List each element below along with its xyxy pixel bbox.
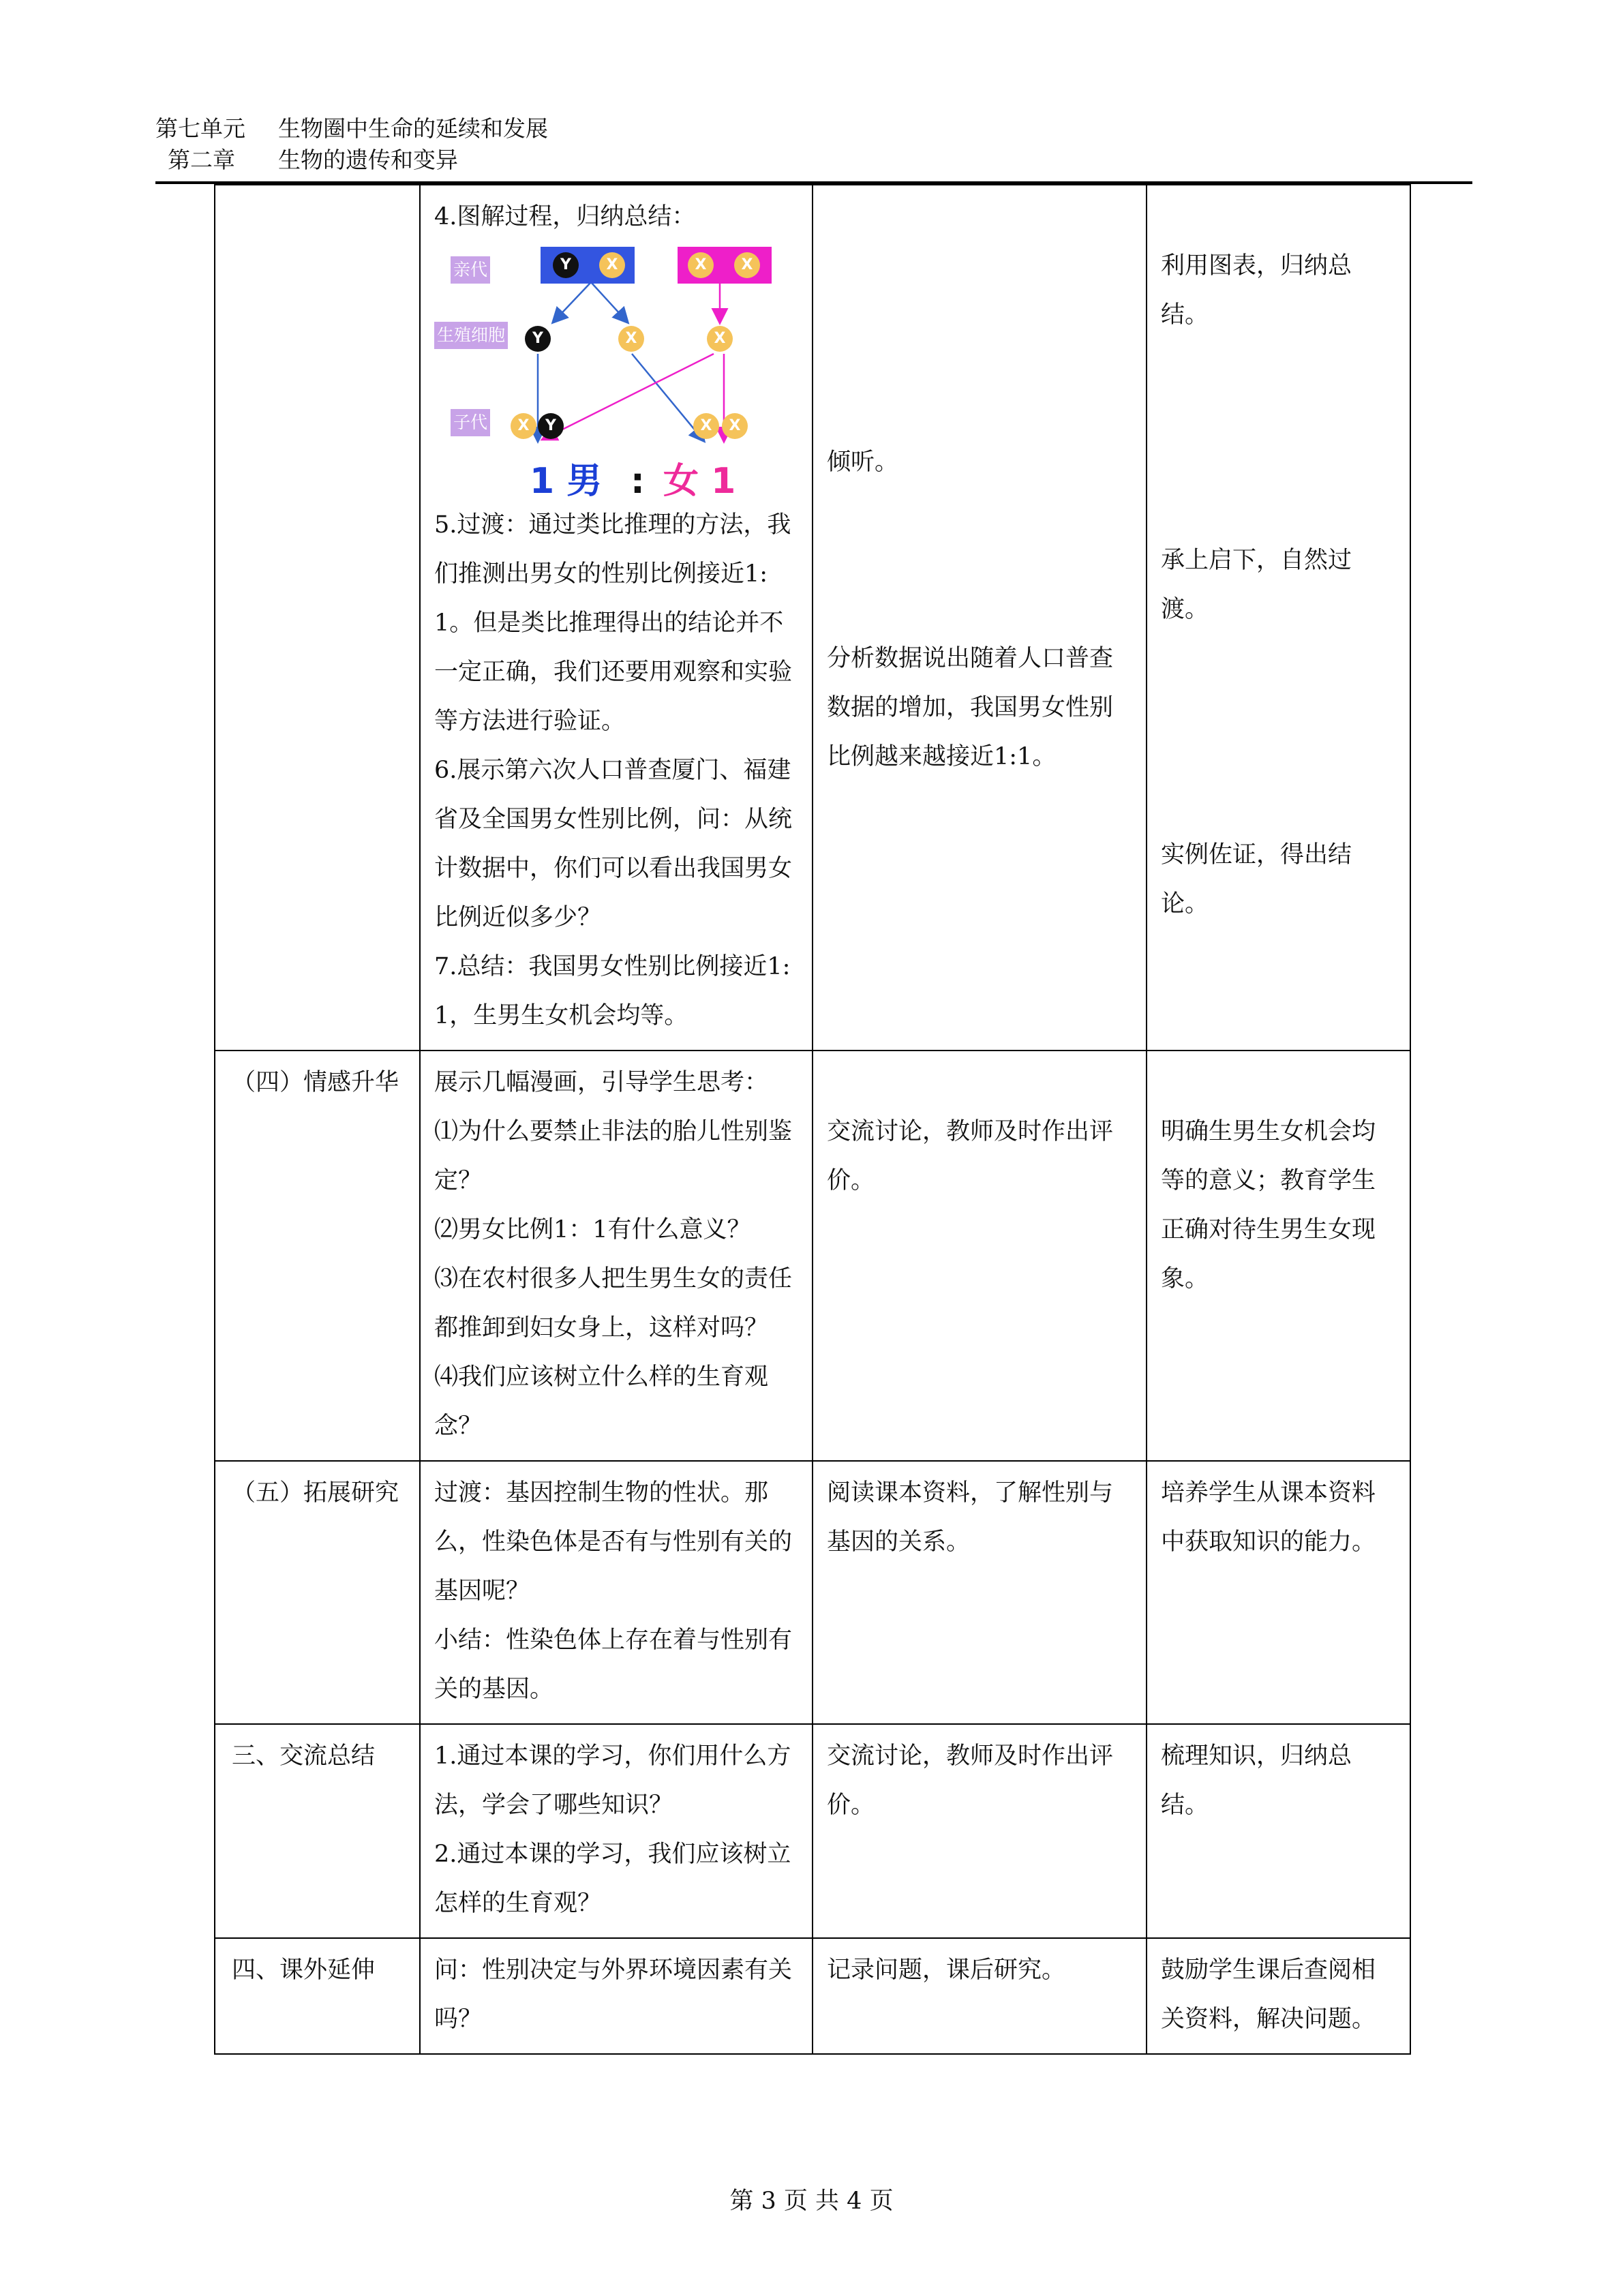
teacher-text: 小结：性染色体上存在着与性别有关的基因。 [434,1627,793,1703]
intent-cell [1147,1938,1410,2054]
arrow-father-y [553,282,591,322]
stage-cell [215,185,420,1051]
student-text: 阅读课本资料，了解性别与基因的关系。 [827,1479,1114,1556]
student-text: 倾听。 [827,449,899,476]
student-text: 记录问题，课后研究。 [827,1957,1066,1984]
student-text: 交流讨论，教师及时作出评价。 [827,1742,1114,1819]
intent-cell [1147,185,1410,1051]
daughter-x-chromosome-1: X [693,413,719,439]
intent-text: 梳理知识，归纳总结。 [1161,1742,1352,1819]
student-cell [813,1461,1147,1724]
son-y-chromosome: Y [538,413,564,439]
stage-cell: 四、课外延伸 [215,1938,420,2054]
sex-determination-diagram [434,241,755,500]
lesson-plan-table [214,184,1411,2055]
ratio-separator: : [631,461,645,502]
son-x-chromosome: X [511,413,536,439]
teacher-cell [420,1724,813,1938]
page-number: 第 3 页 共 4 页 [729,2188,894,2215]
student-cell [813,1724,1147,1938]
student-cell [813,1938,1147,2054]
egg-x-chromosome: X [707,326,733,352]
mother-x-chromosome-1: X [688,252,714,278]
ratio-female: 女 1 [663,461,736,502]
arrow-father-x [591,282,627,322]
student-text: 交流讨论，教师及时作出评价。 [827,1118,1114,1194]
student-text: 分析数据说出随着人口普查数据的增加，我国男女性别比例越来越接近1:1。 [827,645,1114,770]
table-row [215,1724,1410,1938]
mother-x-chromosome-2: X [734,252,760,278]
table-row [215,185,1410,1051]
father-x-chromosome: X [599,252,625,278]
teacher-text: 问：性别决定与外界环境因素有关吗？ [434,1957,793,2033]
parents-label: 亲代 [451,256,490,284]
ratio-male: 1 男 [530,461,603,502]
intent-text: 承上启下，自然过渡。 [1161,547,1352,623]
daughter-x-chromosome-2: X [722,413,748,439]
teacher-text: 展示几幅漫画，引导学生思考： [434,1069,769,1096]
intent-text: 利用图表，归纳总结。 [1161,252,1352,329]
intent-text: 明确生男生女机会均等的意义；教育学生正确对待生男生女现象。 [1161,1118,1376,1293]
intent-cell [1147,1461,1410,1724]
arrow-mother-x-to-son [543,354,714,439]
teacher-text: 7.总结：我国男女性别比例接近1:1，生男生女机会均等。 [434,953,791,1029]
page-header [155,113,548,176]
table-row [215,1051,1410,1461]
teacher-text: 6.展示第六次人口普查厦门、福建省及全国男女性别比例，问：从统计数据中，你们可以看出我国男女比例近似多少？ [434,757,793,931]
teacher-text: 过渡：基因控制生物的性状。那么，性染色体是否有与性别有关的基因呢？ [434,1479,793,1605]
stage-cell: （五）拓展研究 [215,1461,420,1724]
chapter-line [155,145,548,176]
intent-text: 培养学生从课本资料中获取知识的能力。 [1161,1479,1376,1556]
father-y-chromosome: Y [553,252,579,278]
table-row [215,1461,1410,1724]
student-cell [813,1051,1147,1461]
teacher-text: ⑵男女比例1：1有什么意义？ [434,1216,751,1243]
stage-cell: 三、交流总结 [215,1724,420,1938]
intent-cell [1147,1724,1410,1938]
teacher-cell [420,1051,813,1461]
teacher-text: 4.图解过程，归纳总结： [434,203,696,230]
table-row [215,1938,1410,2054]
sperm-y-chromosome: Y [525,326,551,352]
chapter-title: 生物的遗传和变异 [278,147,458,173]
teacher-text: 1.通过本课的学习，你们用什么方法，学会了哪些知识？ [434,1742,791,1819]
sex-ratio [530,461,748,502]
teacher-text: ⑴为什么要禁止非法的胎儿性别鉴定？ [434,1118,793,1194]
unit-line [155,113,548,145]
student-cell [813,185,1147,1051]
unit-title: 生物圈中生命的延续和发展 [278,115,548,142]
teacher-text: 2.通过本课的学习，我们应该树立怎样的生育观？ [434,1841,791,1917]
teacher-text: 5.过渡：通过类比推理的方法，我们推测出男女的性别比例接近1:1。但是类比推理得出的结论并不一定正确，我们还要用观察和实验等方法进行验证。 [434,511,793,735]
teacher-cell [420,1461,813,1724]
unit-label: 第七单元 [155,115,245,142]
gametes-label: 生殖细胞 [434,322,508,349]
intent-text: 鼓励学生课后查阅相关资料，解决问题。 [1161,1957,1376,2033]
teacher-cell [420,185,813,1051]
sperm-x-chromosome: X [618,326,644,352]
stage-cell: （四）情感升华 [215,1051,420,1461]
intent-cell [1147,1051,1410,1461]
teacher-cell [420,1938,813,2054]
chapter-label: 第二章 [168,147,235,173]
teacher-text: ⑷我们应该树立什么样的生育观念？ [434,1363,769,1440]
intent-text: 实例佐证，得出结论。 [1161,841,1352,918]
offspring-label: 子代 [451,409,490,436]
teacher-text: ⑶在农村很多人把生男生女的责任都推卸到妇女身上，这样对吗？ [434,1265,793,1342]
